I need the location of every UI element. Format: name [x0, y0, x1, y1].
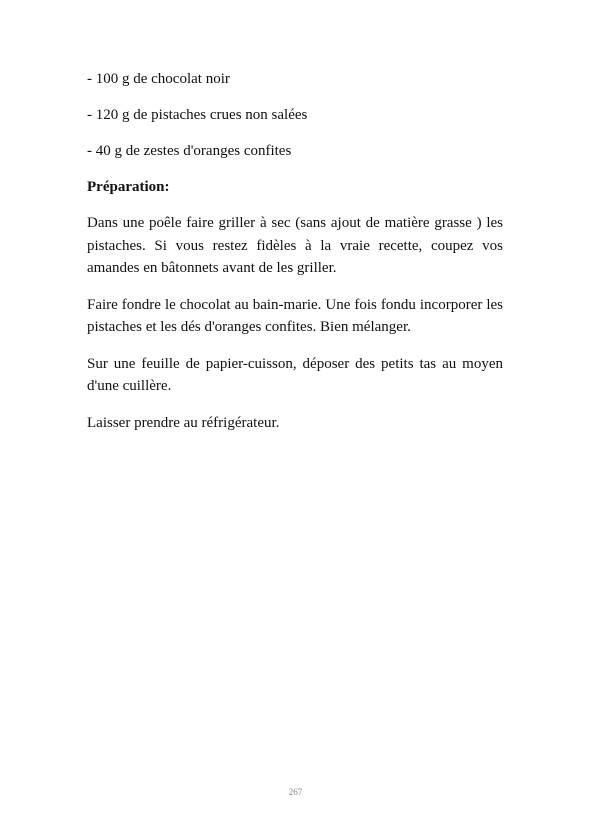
preparation-step: Faire fondre le chocolat au bain-marie. Une fois fondu incorporer les pistaches et les dés d'oranges confites. Bien mélanger.: [87, 296, 503, 335]
page-number: 267: [288, 787, 303, 797]
ingredient-item: - 120 g de pistaches crues non salées: [87, 107, 308, 123]
preparation-step: Dans une poêle faire griller à sec (sans ajout de matière grasse ) les pistaches. Si vous restez fidèles à la vraie recette, coupez vos amandes en bâtonnets avant de les griller.: [87, 215, 503, 276]
preparation-heading: Préparation:: [87, 179, 170, 195]
ingredient-item: - 100 g de chocolat noir: [87, 71, 230, 87]
recipe-content: [87, 68, 503, 448]
ingredient-item: - 40 g de zestes d'oranges confites: [87, 143, 292, 159]
preparation-step: Sur une feuille de papier-cuisson, déposer des petits tas au moyen d'une cuillère.: [87, 355, 503, 394]
preparation-step: Laisser prendre au réfrigérateur.: [87, 414, 280, 431]
